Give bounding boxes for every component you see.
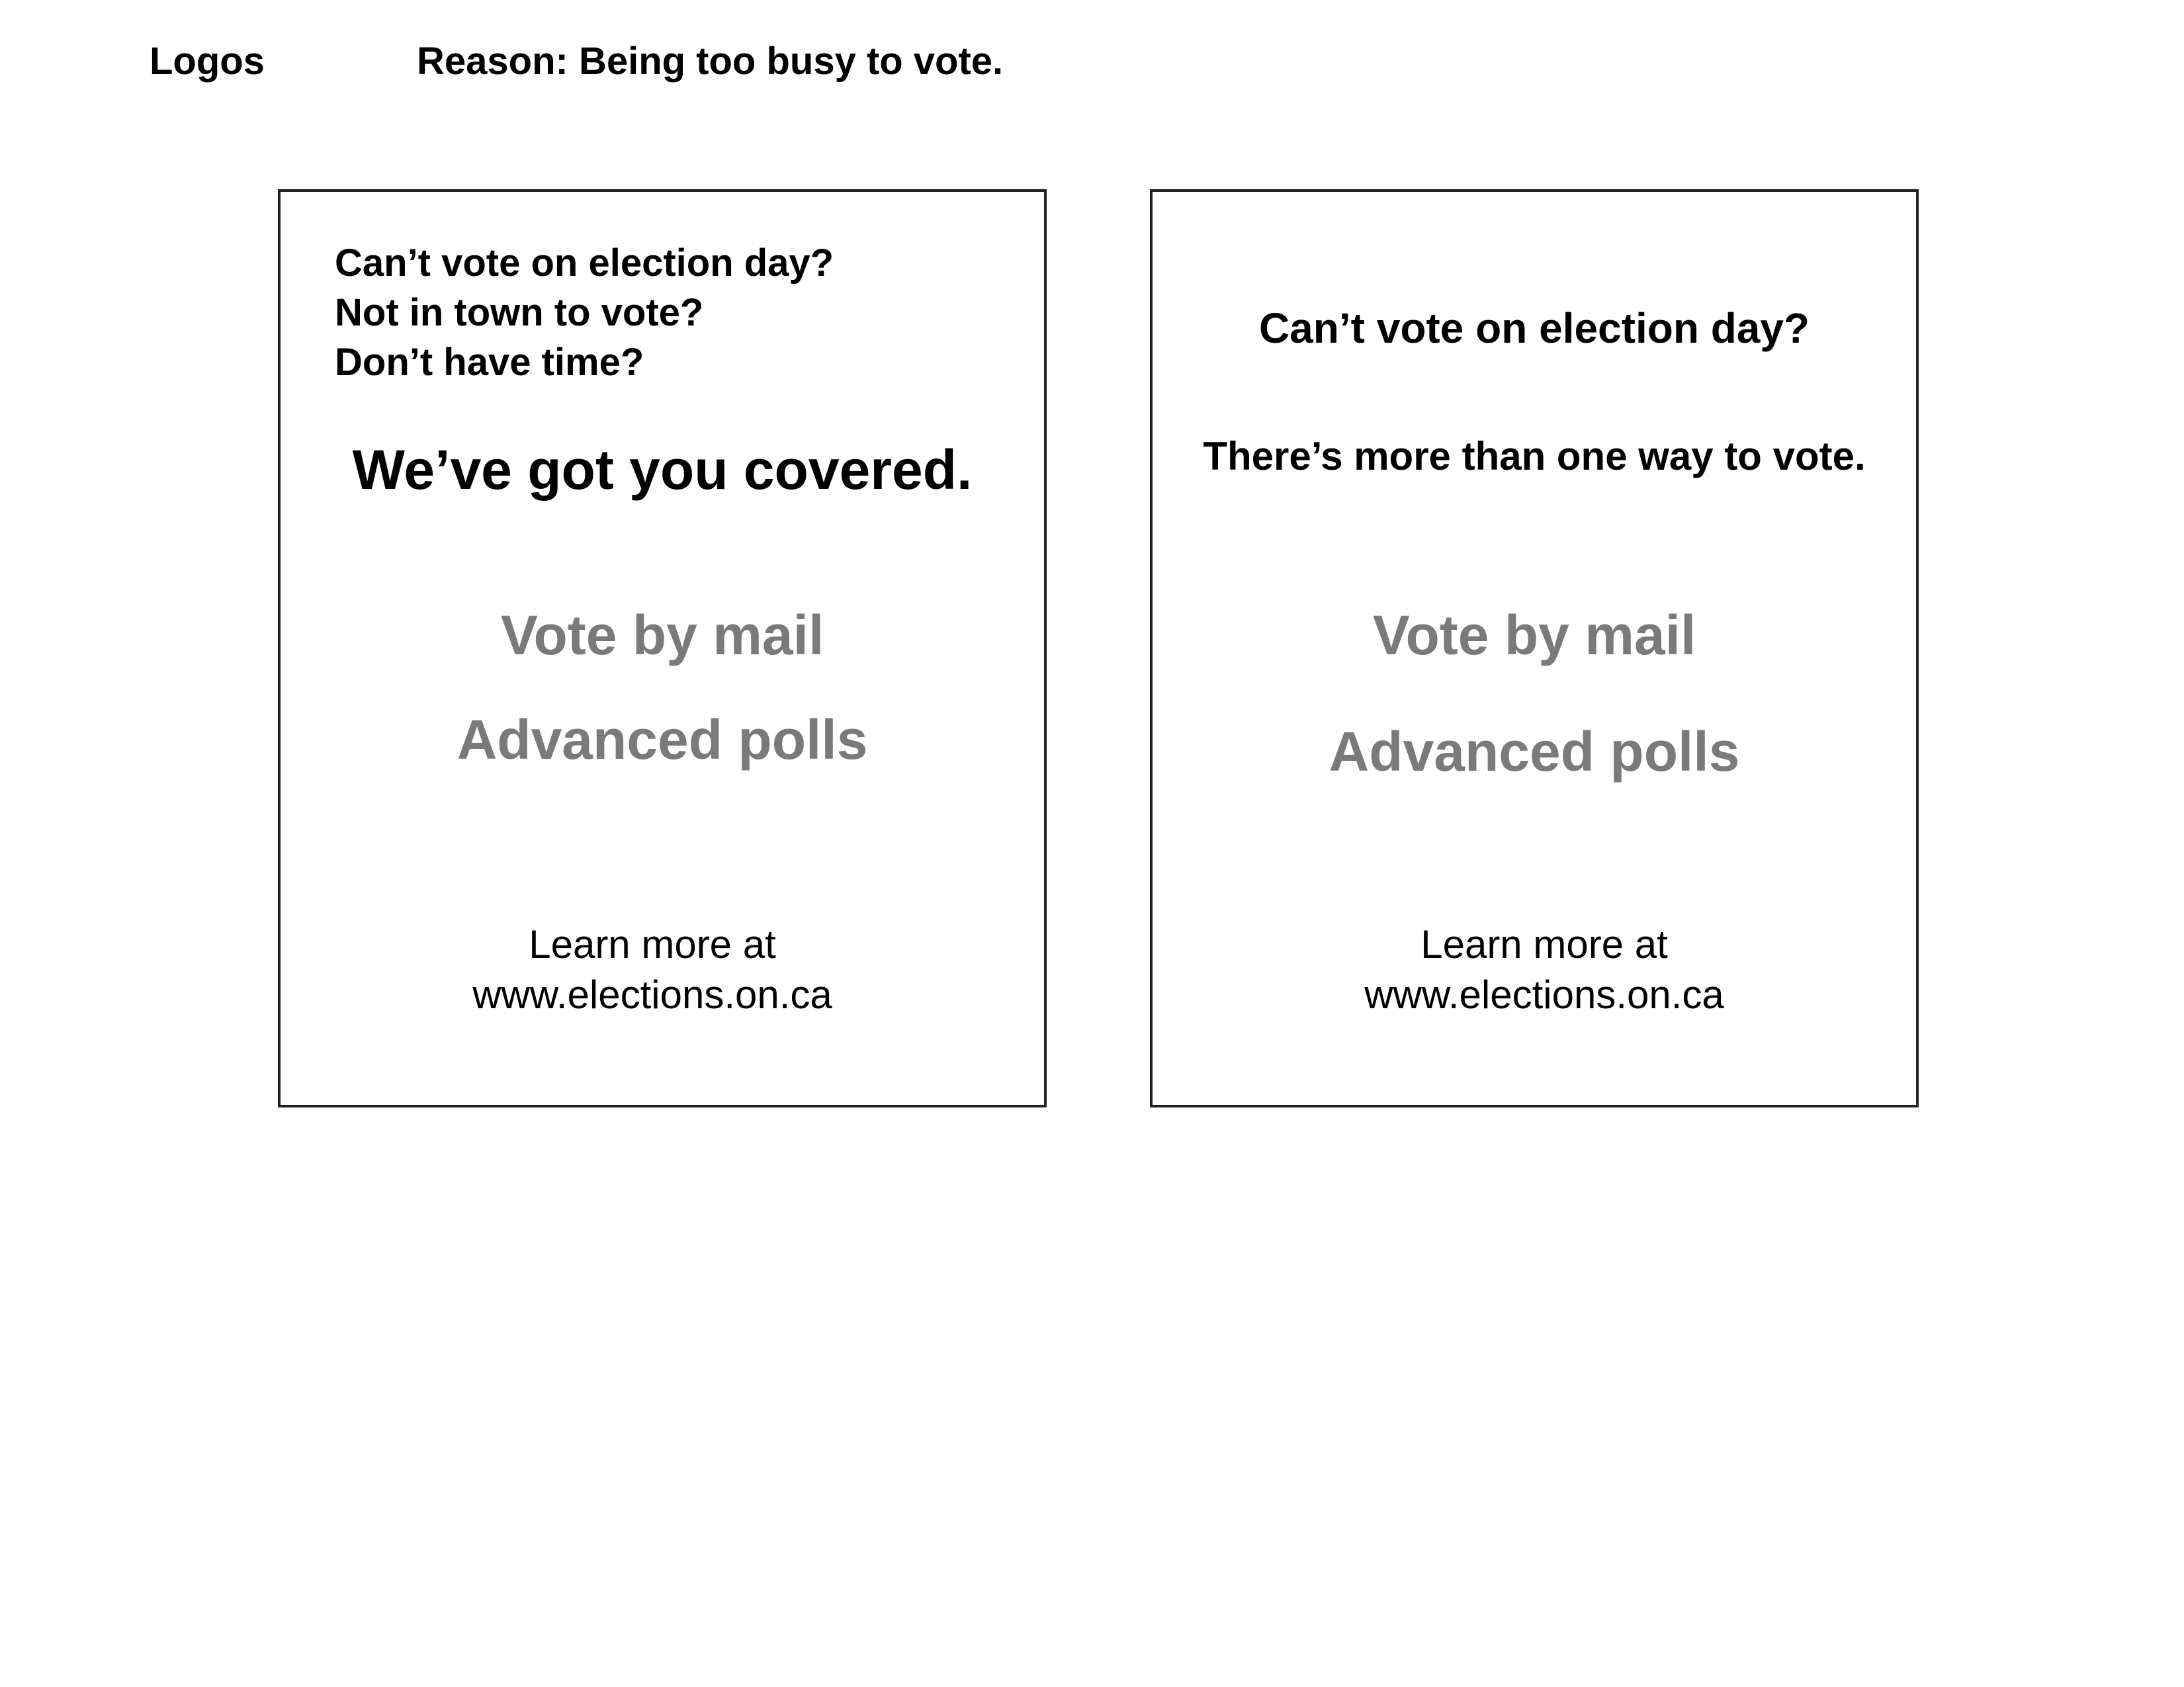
learn-more [261, 920, 1044, 1020]
learn-more-text: Learn more at [529, 922, 776, 967]
ad-mockup-right [1150, 189, 1919, 1107]
reason-heading: Reason: Being too busy to vote. [417, 40, 1004, 83]
learn-more [1172, 920, 1916, 1020]
question-line: Don’t have time? [335, 341, 644, 384]
logos-placeholder-label: Logos [150, 40, 265, 83]
subhead: There’s more than one way to vote. [1203, 434, 1866, 478]
question-list [335, 238, 834, 387]
ad-mockup-left [278, 189, 1047, 1107]
learn-more-url: www.elections.on.ca [1364, 973, 1724, 1017]
option-vote-by-mail: Vote by mail [1372, 604, 1696, 666]
learn-more-url: www.elections.on.ca [472, 973, 832, 1017]
question-line: Not in town to vote? [335, 291, 704, 334]
headline: We’ve got you covered. [352, 439, 973, 501]
question: Can’t vote on election day? [1258, 304, 1810, 352]
option-advanced-polls: Advanced polls [1329, 720, 1740, 783]
option-advanced-polls: Advanced polls [457, 709, 868, 771]
learn-more-text: Learn more at [1420, 922, 1668, 967]
option-vote-by-mail: Vote by mail [500, 604, 824, 666]
question-line: Can’t vote on election day? [335, 241, 834, 284]
